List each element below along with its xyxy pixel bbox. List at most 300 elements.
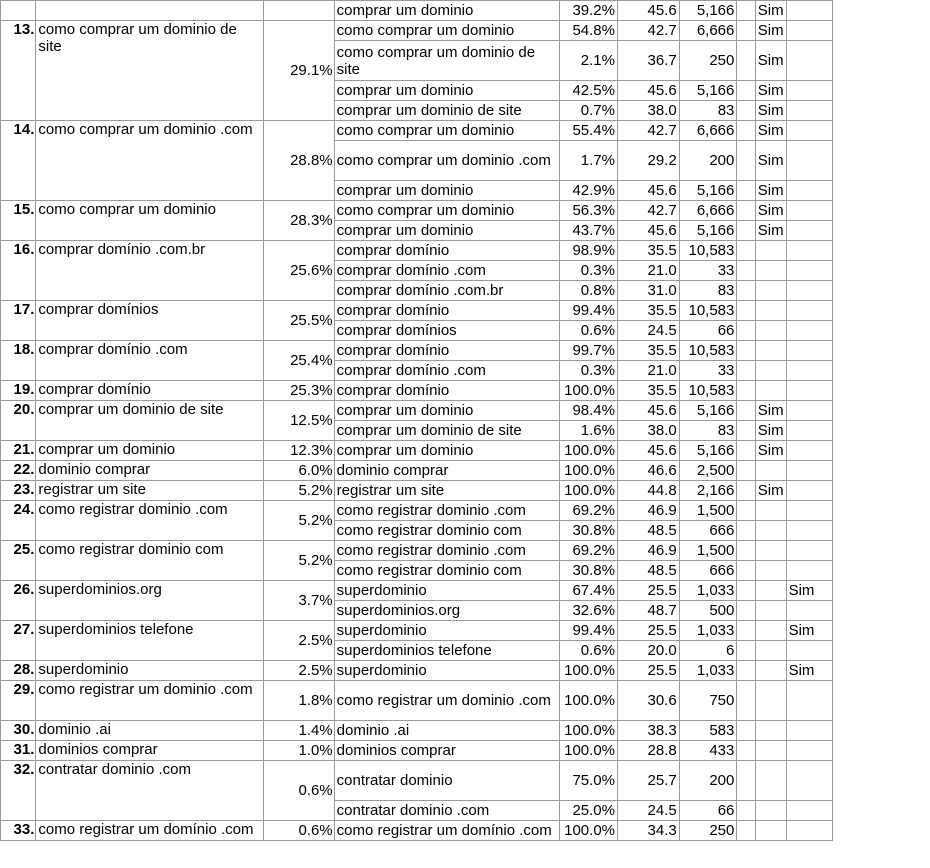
empty-cell[interactable] bbox=[737, 541, 755, 561]
difficulty-cell[interactable]: 48.5 bbox=[618, 561, 680, 581]
percent-cell[interactable]: 25.0% bbox=[560, 801, 618, 821]
difficulty-cell[interactable]: 20.0 bbox=[618, 641, 680, 661]
volume-cell[interactable]: 10,583 bbox=[679, 381, 737, 401]
cluster-keyword[interactable]: contratar dominio .com bbox=[36, 761, 263, 821]
empty-cell[interactable] bbox=[737, 581, 755, 601]
subkeyword-cell[interactable]: comprar domínio .com bbox=[334, 361, 559, 381]
empty-cell[interactable] bbox=[737, 721, 755, 741]
flag-cell[interactable] bbox=[755, 281, 786, 301]
flag-cell-secondary[interactable] bbox=[786, 141, 833, 181]
volume-cell[interactable]: 10,583 bbox=[679, 301, 737, 321]
cluster-keyword[interactable]: como comprar um dominio bbox=[36, 201, 263, 241]
row-number[interactable]: 33. bbox=[1, 821, 36, 841]
empty-cell[interactable] bbox=[737, 21, 755, 41]
difficulty-cell[interactable]: 34.3 bbox=[618, 821, 680, 841]
percent-cell[interactable]: 69.2% bbox=[560, 541, 618, 561]
difficulty-cell[interactable]: 35.5 bbox=[618, 341, 680, 361]
cluster-keyword[interactable]: dominios comprar bbox=[36, 741, 263, 761]
percent-cell[interactable]: 100.0% bbox=[560, 481, 618, 501]
difficulty-cell[interactable]: 48.5 bbox=[618, 521, 680, 541]
flag-cell-secondary[interactable] bbox=[786, 481, 833, 501]
flag-cell[interactable] bbox=[755, 361, 786, 381]
flag-cell-secondary[interactable] bbox=[786, 641, 833, 661]
percent-cell[interactable]: 0.6% bbox=[560, 321, 618, 341]
row-number[interactable]: 28. bbox=[1, 661, 36, 681]
row-number[interactable]: 19. bbox=[1, 381, 36, 401]
empty-cell[interactable] bbox=[737, 181, 755, 201]
flag-cell[interactable] bbox=[755, 561, 786, 581]
flag-cell-secondary[interactable] bbox=[786, 341, 833, 361]
cluster-share[interactable]: 2.5% bbox=[263, 621, 334, 661]
subkeyword-cell[interactable]: comprar domínio .com bbox=[334, 261, 559, 281]
percent-cell[interactable]: 99.4% bbox=[560, 301, 618, 321]
cluster-share[interactable]: 5.2% bbox=[263, 541, 334, 581]
cluster-share[interactable]: 12.5% bbox=[263, 401, 334, 441]
difficulty-cell[interactable]: 38.0 bbox=[618, 101, 680, 121]
empty-cell[interactable] bbox=[737, 141, 755, 181]
empty-cell[interactable] bbox=[737, 81, 755, 101]
percent-cell[interactable]: 2.1% bbox=[560, 41, 618, 81]
percent-cell[interactable]: 1.7% bbox=[560, 141, 618, 181]
flag-cell-secondary[interactable]: Sim bbox=[786, 621, 833, 641]
volume-cell[interactable]: 6,666 bbox=[679, 201, 737, 221]
subkeyword-cell[interactable]: como registrar dominio .com bbox=[334, 501, 559, 521]
cluster-keyword[interactable]: como registrar dominio com bbox=[36, 541, 263, 581]
cluster-share[interactable]: 28.8% bbox=[263, 121, 334, 201]
cluster-keyword[interactable]: dominio comprar bbox=[36, 461, 263, 481]
empty-cell[interactable] bbox=[737, 41, 755, 81]
volume-cell[interactable]: 1,500 bbox=[679, 501, 737, 521]
row-number[interactable]: 30. bbox=[1, 721, 36, 741]
percent-cell[interactable]: 0.3% bbox=[560, 261, 618, 281]
flag-cell-secondary[interactable] bbox=[786, 721, 833, 741]
flag-cell-secondary[interactable] bbox=[786, 461, 833, 481]
difficulty-cell[interactable]: 24.5 bbox=[618, 801, 680, 821]
empty-cell[interactable] bbox=[737, 341, 755, 361]
volume-cell[interactable]: 1,500 bbox=[679, 541, 737, 561]
subkeyword-cell[interactable]: superdominios.org bbox=[334, 601, 559, 621]
row-number[interactable]: 31. bbox=[1, 741, 36, 761]
percent-cell[interactable]: 55.4% bbox=[560, 121, 618, 141]
difficulty-cell[interactable]: 45.6 bbox=[618, 441, 680, 461]
row-number[interactable]: 32. bbox=[1, 761, 36, 821]
subkeyword-cell[interactable]: comprar domínio bbox=[334, 341, 559, 361]
volume-cell[interactable]: 200 bbox=[679, 141, 737, 181]
row-number[interactable]: 27. bbox=[1, 621, 36, 661]
percent-cell[interactable]: 69.2% bbox=[560, 501, 618, 521]
flag-cell[interactable]: Sim bbox=[755, 121, 786, 141]
cluster-share[interactable]: 25.5% bbox=[263, 301, 334, 341]
difficulty-cell[interactable]: 25.7 bbox=[618, 761, 680, 801]
subkeyword-cell[interactable]: como registrar um domínio .com bbox=[334, 821, 559, 841]
row-number[interactable]: 13. bbox=[1, 21, 36, 121]
row-number[interactable]: 26. bbox=[1, 581, 36, 621]
subkeyword-cell[interactable]: superdominio bbox=[334, 581, 559, 601]
cluster-keyword[interactable]: dominio .ai bbox=[36, 721, 263, 741]
flag-cell[interactable] bbox=[755, 581, 786, 601]
percent-cell[interactable]: 56.3% bbox=[560, 201, 618, 221]
flag-cell[interactable] bbox=[755, 521, 786, 541]
subkeyword-cell[interactable]: registrar um site bbox=[334, 481, 559, 501]
flag-cell[interactable]: Sim bbox=[755, 21, 786, 41]
percent-cell[interactable]: 100.0% bbox=[560, 661, 618, 681]
flag-cell[interactable] bbox=[755, 741, 786, 761]
cluster-keyword[interactable]: superdominios.org bbox=[36, 581, 263, 621]
flag-cell[interactable] bbox=[755, 541, 786, 561]
percent-cell[interactable]: 0.8% bbox=[560, 281, 618, 301]
cluster-keyword[interactable]: como registrar dominio .com bbox=[36, 501, 263, 541]
difficulty-cell[interactable]: 44.8 bbox=[618, 481, 680, 501]
empty-cell[interactable] bbox=[737, 421, 755, 441]
cluster-share[interactable]: 12.3% bbox=[263, 441, 334, 461]
empty-cell[interactable] bbox=[737, 521, 755, 541]
cluster-keyword[interactable]: como comprar um dominio de site bbox=[36, 21, 263, 121]
subkeyword-cell[interactable]: comprar um dominio bbox=[334, 221, 559, 241]
volume-cell[interactable]: 5,166 bbox=[679, 1, 737, 21]
subkeyword-cell[interactable]: contratar dominio .com bbox=[334, 801, 559, 821]
volume-cell[interactable]: 33 bbox=[679, 261, 737, 281]
flag-cell[interactable]: Sim bbox=[755, 181, 786, 201]
flag-cell-secondary[interactable] bbox=[786, 501, 833, 521]
percent-cell[interactable]: 100.0% bbox=[560, 741, 618, 761]
difficulty-cell[interactable]: 45.6 bbox=[618, 181, 680, 201]
flag-cell[interactable] bbox=[755, 721, 786, 741]
percent-cell[interactable]: 75.0% bbox=[560, 761, 618, 801]
flag-cell-secondary[interactable] bbox=[786, 361, 833, 381]
volume-cell[interactable]: 33 bbox=[679, 361, 737, 381]
volume-cell[interactable]: 83 bbox=[679, 281, 737, 301]
flag-cell[interactable]: Sim bbox=[755, 41, 786, 81]
cluster-keyword[interactable]: registrar um site bbox=[36, 481, 263, 501]
flag-cell[interactable] bbox=[755, 381, 786, 401]
percent-cell[interactable]: 54.8% bbox=[560, 21, 618, 41]
volume-cell[interactable]: 433 bbox=[679, 741, 737, 761]
difficulty-cell[interactable]: 38.3 bbox=[618, 721, 680, 741]
percent-cell[interactable]: 100.0% bbox=[560, 441, 618, 461]
cluster-keyword[interactable]: comprar um dominio bbox=[36, 441, 263, 461]
empty-cell[interactable] bbox=[737, 261, 755, 281]
volume-cell[interactable]: 5,166 bbox=[679, 81, 737, 101]
difficulty-cell[interactable]: 45.6 bbox=[618, 1, 680, 21]
subkeyword-cell[interactable]: como comprar um dominio bbox=[334, 21, 559, 41]
volume-cell[interactable]: 6,666 bbox=[679, 21, 737, 41]
subkeyword-cell[interactable]: contratar dominio bbox=[334, 761, 559, 801]
volume-cell[interactable]: 1,033 bbox=[679, 661, 737, 681]
subkeyword-cell[interactable]: como registrar dominio .com bbox=[334, 541, 559, 561]
flag-cell-secondary[interactable] bbox=[786, 741, 833, 761]
flag-cell-secondary[interactable] bbox=[786, 21, 833, 41]
subkeyword-cell[interactable]: superdominio bbox=[334, 621, 559, 641]
flag-cell-secondary[interactable] bbox=[786, 381, 833, 401]
empty-cell[interactable] bbox=[737, 461, 755, 481]
volume-cell[interactable]: 5,166 bbox=[679, 221, 737, 241]
percent-cell[interactable]: 99.4% bbox=[560, 621, 618, 641]
difficulty-cell[interactable]: 25.5 bbox=[618, 661, 680, 681]
flag-cell-secondary[interactable]: Sim bbox=[786, 661, 833, 681]
difficulty-cell[interactable]: 45.6 bbox=[618, 401, 680, 421]
cluster-keyword[interactable]: superdominios telefone bbox=[36, 621, 263, 661]
empty-cell[interactable] bbox=[737, 641, 755, 661]
empty-cell[interactable] bbox=[737, 821, 755, 841]
flag-cell[interactable] bbox=[755, 661, 786, 681]
percent-cell[interactable]: 1.6% bbox=[560, 421, 618, 441]
flag-cell[interactable]: Sim bbox=[755, 1, 786, 21]
difficulty-cell[interactable]: 46.9 bbox=[618, 501, 680, 521]
flag-cell[interactable] bbox=[755, 821, 786, 841]
row-number[interactable]: 14. bbox=[1, 121, 36, 201]
flag-cell-secondary[interactable] bbox=[786, 761, 833, 801]
difficulty-cell[interactable]: 42.7 bbox=[618, 21, 680, 41]
volume-cell[interactable]: 5,166 bbox=[679, 441, 737, 461]
percent-cell[interactable]: 30.8% bbox=[560, 561, 618, 581]
percent-cell[interactable]: 99.7% bbox=[560, 341, 618, 361]
percent-cell[interactable]: 0.3% bbox=[560, 361, 618, 381]
subkeyword-cell[interactable]: comprar domínios bbox=[334, 321, 559, 341]
flag-cell[interactable]: Sim bbox=[755, 221, 786, 241]
volume-cell[interactable]: 666 bbox=[679, 521, 737, 541]
difficulty-cell[interactable]: 28.8 bbox=[618, 741, 680, 761]
row-number[interactable]: 24. bbox=[1, 501, 36, 541]
flag-cell[interactable] bbox=[755, 241, 786, 261]
flag-cell[interactable]: Sim bbox=[755, 101, 786, 121]
percent-cell[interactable]: 100.0% bbox=[560, 461, 618, 481]
percent-cell[interactable]: 0.7% bbox=[560, 101, 618, 121]
percent-cell[interactable]: 43.7% bbox=[560, 221, 618, 241]
percent-cell[interactable]: 39.2% bbox=[560, 1, 618, 21]
empty-cell[interactable] bbox=[737, 761, 755, 801]
flag-cell-secondary[interactable] bbox=[786, 81, 833, 101]
difficulty-cell[interactable]: 30.6 bbox=[618, 681, 680, 721]
volume-cell[interactable]: 6 bbox=[679, 641, 737, 661]
subkeyword-cell[interactable]: como comprar um dominio de site bbox=[334, 41, 559, 81]
volume-cell[interactable]: 83 bbox=[679, 101, 737, 121]
flag-cell-secondary[interactable] bbox=[786, 821, 833, 841]
percent-cell[interactable]: 32.6% bbox=[560, 601, 618, 621]
percent-cell[interactable]: 42.5% bbox=[560, 81, 618, 101]
volume-cell[interactable]: 83 bbox=[679, 421, 737, 441]
flag-cell-secondary[interactable] bbox=[786, 421, 833, 441]
empty-cell[interactable] bbox=[737, 301, 755, 321]
difficulty-cell[interactable]: 42.7 bbox=[618, 201, 680, 221]
volume-cell[interactable]: 583 bbox=[679, 721, 737, 741]
volume-cell[interactable]: 1,033 bbox=[679, 621, 737, 641]
empty-cell[interactable] bbox=[737, 681, 755, 721]
cluster-share[interactable]: 25.3% bbox=[263, 381, 334, 401]
flag-cell[interactable] bbox=[755, 761, 786, 801]
percent-cell[interactable]: 30.8% bbox=[560, 521, 618, 541]
cluster-share[interactable]: 6.0% bbox=[263, 461, 334, 481]
volume-cell[interactable]: 2,166 bbox=[679, 481, 737, 501]
flag-cell-secondary[interactable] bbox=[786, 101, 833, 121]
flag-cell-secondary[interactable] bbox=[786, 221, 833, 241]
difficulty-cell[interactable]: 48.7 bbox=[618, 601, 680, 621]
flag-cell[interactable] bbox=[755, 621, 786, 641]
flag-cell[interactable]: Sim bbox=[755, 201, 786, 221]
subkeyword-cell[interactable]: como registrar dominio com bbox=[334, 561, 559, 581]
empty-cell[interactable] bbox=[737, 241, 755, 261]
flag-cell-secondary[interactable] bbox=[786, 521, 833, 541]
flag-cell-secondary[interactable] bbox=[786, 121, 833, 141]
empty-cell[interactable] bbox=[737, 561, 755, 581]
empty-cell[interactable] bbox=[737, 501, 755, 521]
cluster-keyword[interactable] bbox=[36, 1, 263, 21]
row-number[interactable]: 18. bbox=[1, 341, 36, 381]
subkeyword-cell[interactable]: comprar um dominio bbox=[334, 441, 559, 461]
cluster-share[interactable]: 1.0% bbox=[263, 741, 334, 761]
difficulty-cell[interactable]: 24.5 bbox=[618, 321, 680, 341]
flag-cell[interactable]: Sim bbox=[755, 401, 786, 421]
empty-cell[interactable] bbox=[737, 401, 755, 421]
flag-cell[interactable] bbox=[755, 501, 786, 521]
cluster-keyword[interactable]: comprar domínio .com bbox=[36, 341, 263, 381]
difficulty-cell[interactable]: 45.6 bbox=[618, 221, 680, 241]
subkeyword-cell[interactable]: comprar um dominio de site bbox=[334, 101, 559, 121]
flag-cell-secondary[interactable] bbox=[786, 261, 833, 281]
flag-cell-secondary[interactable] bbox=[786, 181, 833, 201]
subkeyword-cell[interactable]: comprar um dominio de site bbox=[334, 421, 559, 441]
row-number[interactable]: 23. bbox=[1, 481, 36, 501]
flag-cell-secondary[interactable] bbox=[786, 561, 833, 581]
flag-cell[interactable] bbox=[755, 301, 786, 321]
percent-cell[interactable]: 67.4% bbox=[560, 581, 618, 601]
volume-cell[interactable]: 5,166 bbox=[679, 181, 737, 201]
difficulty-cell[interactable]: 45.6 bbox=[618, 81, 680, 101]
volume-cell[interactable]: 200 bbox=[679, 761, 737, 801]
difficulty-cell[interactable]: 21.0 bbox=[618, 361, 680, 381]
subkeyword-cell[interactable]: como comprar um dominio .com bbox=[334, 141, 559, 181]
cluster-share[interactable]: 1.8% bbox=[263, 681, 334, 721]
volume-cell[interactable]: 6,666 bbox=[679, 121, 737, 141]
percent-cell[interactable]: 0.6% bbox=[560, 641, 618, 661]
cluster-keyword[interactable]: como comprar um dominio .com bbox=[36, 121, 263, 201]
flag-cell-secondary[interactable] bbox=[786, 41, 833, 81]
row-number[interactable] bbox=[1, 1, 36, 21]
empty-cell[interactable] bbox=[737, 321, 755, 341]
flag-cell-secondary[interactable] bbox=[786, 801, 833, 821]
difficulty-cell[interactable]: 35.5 bbox=[618, 381, 680, 401]
flag-cell[interactable] bbox=[755, 601, 786, 621]
empty-cell[interactable] bbox=[737, 661, 755, 681]
flag-cell-secondary[interactable] bbox=[786, 1, 833, 21]
subkeyword-cell[interactable]: como registrar um dominio .com bbox=[334, 681, 559, 721]
difficulty-cell[interactable]: 35.5 bbox=[618, 301, 680, 321]
flag-cell-secondary[interactable] bbox=[786, 281, 833, 301]
volume-cell[interactable]: 250 bbox=[679, 41, 737, 81]
flag-cell[interactable] bbox=[755, 641, 786, 661]
flag-cell-secondary[interactable] bbox=[786, 541, 833, 561]
row-number[interactable]: 17. bbox=[1, 301, 36, 341]
empty-cell[interactable] bbox=[737, 601, 755, 621]
cluster-keyword[interactable]: comprar domínio .com.br bbox=[36, 241, 263, 301]
row-number[interactable]: 16. bbox=[1, 241, 36, 301]
volume-cell[interactable]: 500 bbox=[679, 601, 737, 621]
flag-cell-secondary[interactable] bbox=[786, 601, 833, 621]
volume-cell[interactable]: 66 bbox=[679, 801, 737, 821]
flag-cell-secondary[interactable] bbox=[786, 681, 833, 721]
cluster-share[interactable]: 25.6% bbox=[263, 241, 334, 301]
row-number[interactable]: 20. bbox=[1, 401, 36, 441]
subkeyword-cell[interactable]: comprar domínio bbox=[334, 301, 559, 321]
subkeyword-cell[interactable]: como comprar um dominio bbox=[334, 201, 559, 221]
subkeyword-cell[interactable]: como registrar dominio com bbox=[334, 521, 559, 541]
difficulty-cell[interactable]: 38.0 bbox=[618, 421, 680, 441]
subkeyword-cell[interactable]: dominios comprar bbox=[334, 741, 559, 761]
subkeyword-cell[interactable]: comprar um dominio bbox=[334, 81, 559, 101]
flag-cell[interactable] bbox=[755, 681, 786, 721]
empty-cell[interactable] bbox=[737, 801, 755, 821]
empty-cell[interactable] bbox=[737, 361, 755, 381]
cluster-keyword[interactable]: comprar um dominio de site bbox=[36, 401, 263, 441]
flag-cell-secondary[interactable] bbox=[786, 401, 833, 421]
subkeyword-cell[interactable]: dominio comprar bbox=[334, 461, 559, 481]
flag-cell-secondary[interactable] bbox=[786, 301, 833, 321]
row-number[interactable]: 25. bbox=[1, 541, 36, 581]
subkeyword-cell[interactable]: comprar domínio .com.br bbox=[334, 281, 559, 301]
flag-cell[interactable] bbox=[755, 461, 786, 481]
cluster-keyword[interactable]: como registrar um dominio .com bbox=[36, 681, 263, 721]
empty-cell[interactable] bbox=[737, 1, 755, 21]
flag-cell[interactable] bbox=[755, 801, 786, 821]
row-number[interactable]: 21. bbox=[1, 441, 36, 461]
cluster-share[interactable]: 5.2% bbox=[263, 501, 334, 541]
volume-cell[interactable]: 666 bbox=[679, 561, 737, 581]
difficulty-cell[interactable]: 21.0 bbox=[618, 261, 680, 281]
empty-cell[interactable] bbox=[737, 281, 755, 301]
cluster-share[interactable]: 5.2% bbox=[263, 481, 334, 501]
subkeyword-cell[interactable]: comprar um dominio bbox=[334, 401, 559, 421]
cluster-share[interactable]: 0.6% bbox=[263, 821, 334, 841]
difficulty-cell[interactable]: 46.9 bbox=[618, 541, 680, 561]
volume-cell[interactable]: 250 bbox=[679, 821, 737, 841]
flag-cell[interactable]: Sim bbox=[755, 81, 786, 101]
cluster-share[interactable]: 2.5% bbox=[263, 661, 334, 681]
cluster-keyword[interactable]: superdominio bbox=[36, 661, 263, 681]
volume-cell[interactable]: 10,583 bbox=[679, 341, 737, 361]
volume-cell[interactable]: 66 bbox=[679, 321, 737, 341]
volume-cell[interactable]: 10,583 bbox=[679, 241, 737, 261]
cluster-share[interactable]: 1.4% bbox=[263, 721, 334, 741]
flag-cell[interactable]: Sim bbox=[755, 441, 786, 461]
cluster-share[interactable]: 28.3% bbox=[263, 201, 334, 241]
flag-cell-secondary[interactable] bbox=[786, 201, 833, 221]
difficulty-cell[interactable]: 25.5 bbox=[618, 581, 680, 601]
empty-cell[interactable] bbox=[737, 381, 755, 401]
difficulty-cell[interactable]: 42.7 bbox=[618, 121, 680, 141]
volume-cell[interactable]: 2,500 bbox=[679, 461, 737, 481]
flag-cell-secondary[interactable] bbox=[786, 241, 833, 261]
percent-cell[interactable]: 98.9% bbox=[560, 241, 618, 261]
flag-cell-secondary[interactable] bbox=[786, 441, 833, 461]
subkeyword-cell[interactable]: como comprar um dominio bbox=[334, 121, 559, 141]
flag-cell[interactable]: Sim bbox=[755, 421, 786, 441]
difficulty-cell[interactable]: 46.6 bbox=[618, 461, 680, 481]
percent-cell[interactable]: 100.0% bbox=[560, 721, 618, 741]
subkeyword-cell[interactable]: comprar um dominio bbox=[334, 1, 559, 21]
cluster-keyword[interactable]: como registrar um domínio .com bbox=[36, 821, 263, 841]
difficulty-cell[interactable]: 25.5 bbox=[618, 621, 680, 641]
flag-cell[interactable]: Sim bbox=[755, 141, 786, 181]
percent-cell[interactable]: 100.0% bbox=[560, 681, 618, 721]
flag-cell[interactable] bbox=[755, 341, 786, 361]
flag-cell-secondary[interactable] bbox=[786, 321, 833, 341]
empty-cell[interactable] bbox=[737, 441, 755, 461]
empty-cell[interactable] bbox=[737, 101, 755, 121]
empty-cell[interactable] bbox=[737, 741, 755, 761]
volume-cell[interactable]: 1,033 bbox=[679, 581, 737, 601]
subkeyword-cell[interactable]: dominio .ai bbox=[334, 721, 559, 741]
subkeyword-cell[interactable]: comprar domínio bbox=[334, 241, 559, 261]
cluster-share[interactable] bbox=[263, 1, 334, 21]
